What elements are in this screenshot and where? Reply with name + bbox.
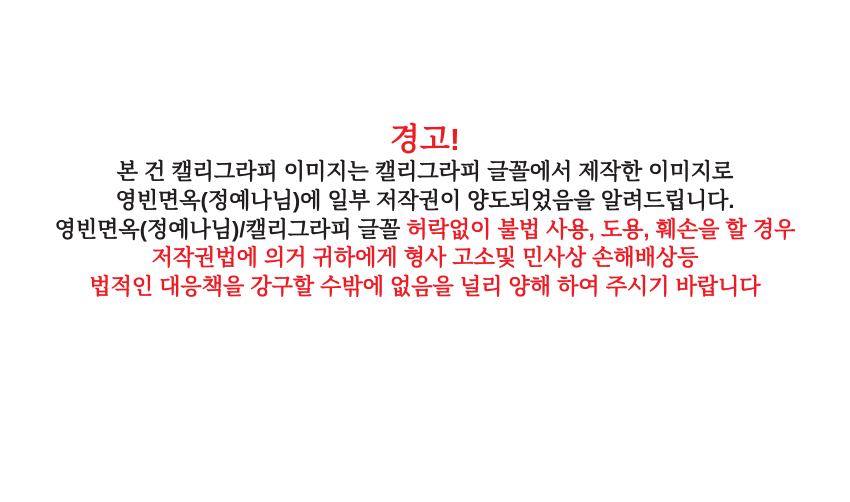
warning-title: 경고!: [389, 122, 461, 157]
warning-line-4: 저작권법에 의거 귀하에게 형사 고소및 민사상 손해배상등: [151, 245, 699, 271]
warning-line-3-emphasis-text: 허락없이 불법 사용, 도용, 훼손을 할 경우: [406, 216, 796, 242]
warning-line-1: 본 건 캘리그라피 이미지는 캘리그라피 글꼴에서 제작한 이미지로: [116, 159, 734, 184]
warning-line-2: 영빈면옥(정예나님)에 일부 저작권이 양도되었음을 알려드립니다.: [115, 187, 735, 213]
warning-line-3-plain-text: 영빈면옥(정예나님)/캘리그라피 글꼴: [54, 216, 407, 242]
warning-line-3: [0, 216, 850, 245]
warning-line-5: 법적인 대응책을 강구할 수밖에 없음을 널리 양해 하여 주시기 바랍니다: [89, 274, 761, 300]
